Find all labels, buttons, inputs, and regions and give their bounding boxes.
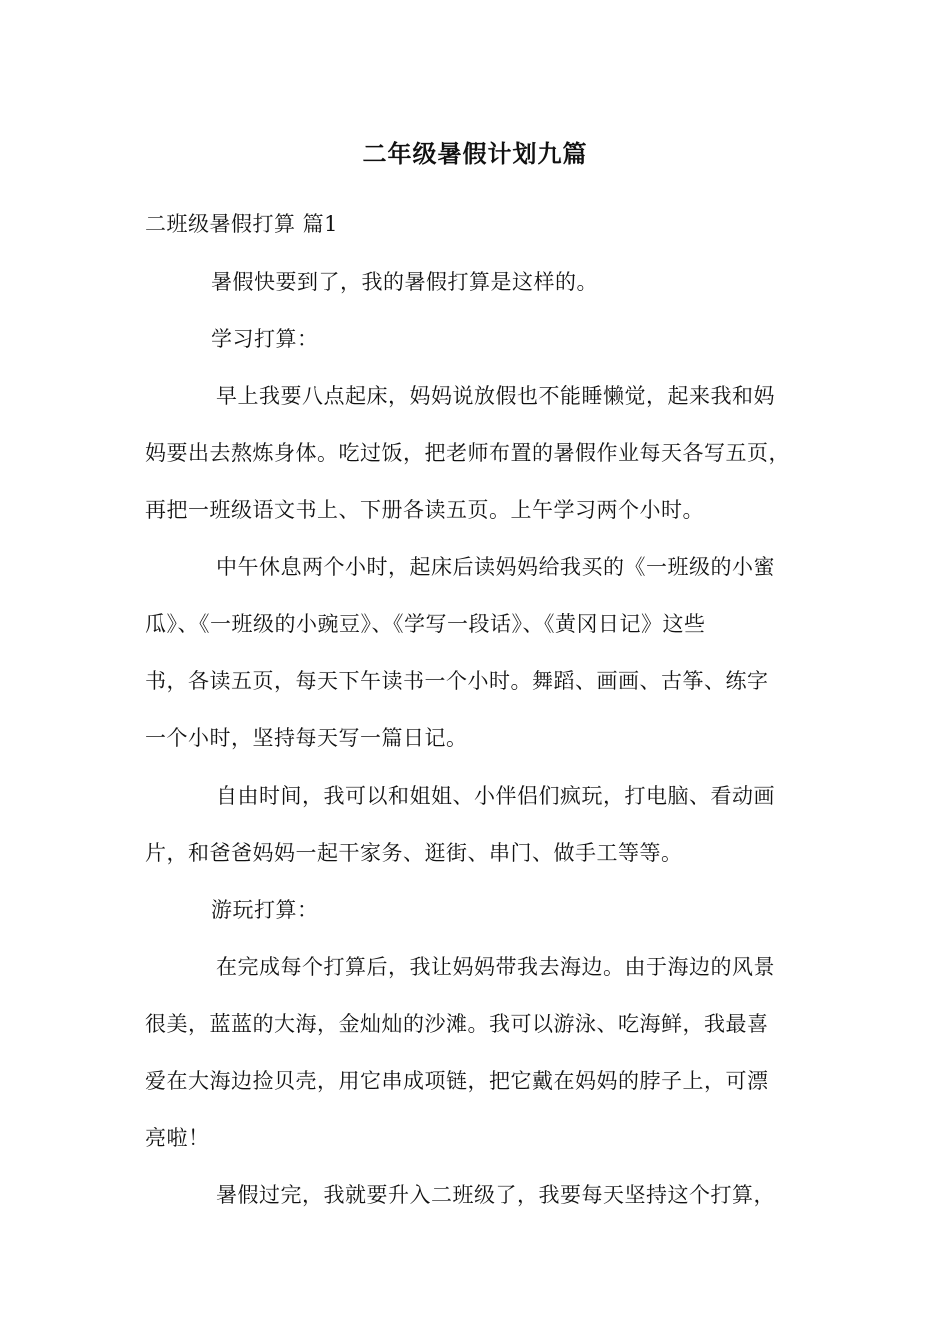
paragraph-line: 爱在大海边捡贝壳，用它串成项链，把它戴在妈妈的脖子上，可漂 (145, 1069, 769, 1093)
paragraph-line: 书，各读五页，每天下午读书一个小时。舞蹈、画画、古筝、练字 (145, 669, 769, 693)
paragraph-line: 在完成每个打算后，我让妈妈带我去海边。由于海边的风景 (216, 955, 775, 979)
paragraph-line: 暑假快要到了，我的暑假打算是这样的。 (211, 270, 598, 294)
paragraph-line: 妈要出去熬炼身体。吃过饭，把老师布置的暑假作业每天各写五页， (145, 441, 790, 465)
subheading-travel-plan: 游玩打算： (211, 898, 319, 922)
paragraph-line: 中午休息两个小时，起床后读妈妈给我买的《一班级的小蜜 (216, 555, 775, 579)
paragraph-line: 自由时间，我可以和姐姐、小伴侣们疯玩，打电脑、看动画 (216, 784, 775, 808)
subheading-study-plan: 学习打算： (211, 327, 319, 351)
paragraph-line: 很美，蓝蓝的大海，金灿灿的沙滩。我可以游泳、吃海鲜，我最喜 (145, 1012, 769, 1036)
document-title: 二年级暑假计划九篇 (362, 139, 588, 168)
paragraph-line: 瓜》、《一班级的小豌豆》、《学写一段话》、《黄冈日记》这些 (145, 612, 706, 636)
paragraph-line: 亮啦！ (145, 1126, 210, 1150)
paragraph-line: 早上我要八点起床，妈妈说放假也不能睡懒觉，起来我和妈 (216, 384, 775, 408)
paragraph-line: 片，和爸爸妈妈一起干家务、逛街、串门、做手工等等。 (145, 841, 683, 865)
paragraph-line: 再把一班级语文书上、下册各读五页。上午学习两个小时。 (145, 498, 704, 522)
paragraph-line: 暑假过完，我就要升入二班级了，我要每天坚持这个打算， (216, 1183, 775, 1207)
paragraph-line: 一个小时，坚持每天写一篇日记。 (145, 726, 468, 750)
section-heading: 二班级暑假打算 篇1 (145, 212, 339, 236)
